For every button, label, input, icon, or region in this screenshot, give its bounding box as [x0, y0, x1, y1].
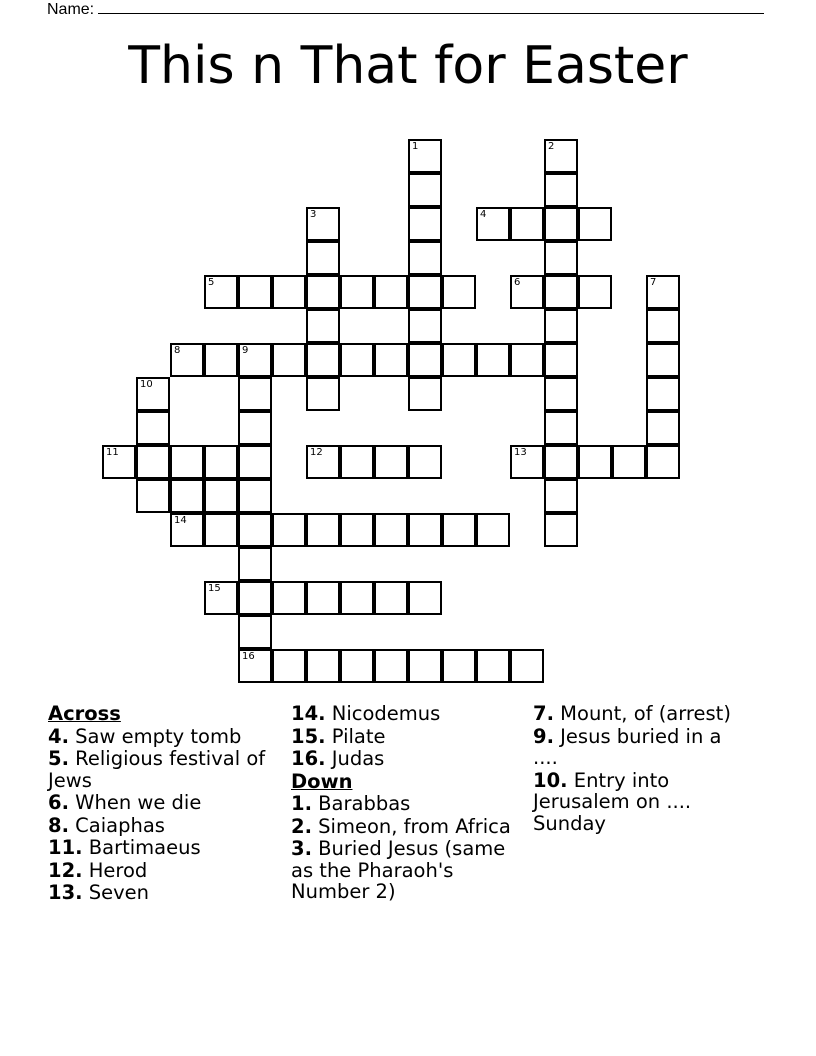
crossword-cell[interactable] [204, 343, 238, 377]
crossword-cell[interactable] [510, 343, 544, 377]
crossword-cell[interactable] [578, 275, 612, 309]
crossword-cell[interactable] [544, 139, 578, 173]
crossword-cell[interactable] [340, 581, 374, 615]
crossword-cell[interactable] [544, 173, 578, 207]
crossword-cell[interactable] [510, 275, 544, 309]
crossword-cell[interactable] [238, 445, 272, 479]
crossword-cell[interactable] [238, 377, 272, 411]
crossword-cell[interactable] [272, 343, 306, 377]
crossword-cell[interactable] [544, 275, 578, 309]
clue-number: 9 [242, 345, 249, 356]
crossword-cell[interactable] [306, 241, 340, 275]
clue-item-number: 9. [533, 724, 554, 748]
clue-number: 6 [514, 277, 521, 288]
clue-item-number: 16. [291, 747, 326, 770]
clue-item-number: 3. [291, 837, 312, 860]
crossword-cell[interactable] [238, 343, 272, 377]
crossword-cell[interactable] [272, 513, 306, 547]
clue-item-text: Bartimaeus [82, 836, 201, 859]
clue-item [291, 816, 531, 838]
clue-item-number: 5. [48, 747, 69, 770]
crossword-cell[interactable] [306, 275, 340, 309]
crossword-cell[interactable] [544, 445, 578, 479]
clue-item-text: Caiaphas [68, 813, 165, 837]
crossword-cell[interactable] [612, 445, 646, 479]
crossword-cell[interactable] [374, 581, 408, 615]
crossword-cell[interactable] [170, 445, 204, 479]
crossword-cell[interactable] [408, 309, 442, 343]
crossword-cell[interactable] [136, 479, 170, 513]
crossword-cell[interactable] [476, 513, 510, 547]
crossword-cell[interactable] [544, 513, 578, 547]
clue-item-text: Barabbas [311, 792, 411, 815]
crossword-cell[interactable] [544, 241, 578, 275]
crossword-cell[interactable] [170, 479, 204, 513]
clue-item [48, 815, 288, 837]
crossword-cell[interactable] [408, 343, 442, 377]
crossword-cell[interactable] [442, 275, 476, 309]
crossword-cell[interactable] [238, 547, 272, 581]
crossword-cell[interactable] [510, 445, 544, 479]
clue-item-text: Buried Jesus (same as the Pharaoh's Number 2) [291, 837, 506, 903]
crossword-cell[interactable] [306, 513, 340, 547]
crossword-cell[interactable] [408, 513, 442, 547]
crossword-cell[interactable] [238, 581, 272, 615]
crossword-cell[interactable] [238, 411, 272, 445]
crossword-cell[interactable] [306, 445, 340, 479]
clue-item-text: Judas [325, 747, 385, 770]
clue-item-text: Entry into Jerusalem on .... Sunday [533, 768, 692, 835]
crossword-cell[interactable] [306, 207, 340, 241]
crossword-cell[interactable] [646, 343, 680, 377]
crossword-cell[interactable] [442, 343, 476, 377]
clue-item [533, 726, 733, 769]
clue-item-number: 4. [48, 724, 69, 748]
crossword-cell[interactable] [442, 513, 476, 547]
clue-number: 11 [106, 447, 119, 458]
crossword-cell[interactable] [204, 445, 238, 479]
clue-item-text: When we die [68, 791, 202, 814]
crossword-cell[interactable] [408, 377, 442, 411]
clues-column-2 [291, 703, 531, 904]
clue-item-text: Herod [82, 858, 148, 882]
crossword-cell[interactable] [374, 513, 408, 547]
clue-item [291, 748, 531, 770]
clue-item-number: 10. [533, 768, 568, 792]
crossword-cell[interactable] [544, 479, 578, 513]
crossword-cell[interactable] [408, 581, 442, 615]
clue-item-text: Mount, of (arrest) [553, 702, 731, 725]
crossword-cell[interactable] [374, 649, 408, 683]
clue-number: 7 [650, 277, 657, 288]
crossword-cell[interactable] [136, 445, 170, 479]
crossword-cell[interactable] [272, 275, 306, 309]
crossword-cell[interactable] [238, 513, 272, 547]
clue-number: 2 [548, 141, 555, 152]
crossword-cell[interactable] [306, 343, 340, 377]
crossword-cell[interactable] [374, 343, 408, 377]
crossword-cell[interactable] [646, 377, 680, 411]
crossword-cell[interactable] [340, 343, 374, 377]
clue-number: 1 [412, 141, 419, 152]
page-title: This n That for Easter [128, 36, 688, 96]
crossword-cell[interactable] [476, 343, 510, 377]
clue-item [48, 726, 288, 748]
crossword-cell[interactable] [408, 445, 442, 479]
crossword-cell[interactable] [272, 581, 306, 615]
clue-item [291, 838, 531, 903]
crossword-cell[interactable] [204, 513, 238, 547]
clue-item [48, 837, 288, 859]
clue-item-text: Nicodemus [325, 702, 441, 725]
crossword-cell[interactable] [204, 479, 238, 513]
clues-column-1 [48, 703, 288, 905]
clue-number: 15 [208, 583, 221, 594]
crossword-cell[interactable] [578, 445, 612, 479]
clue-number: 16 [242, 651, 255, 662]
clue-item-number: 7. [533, 702, 554, 725]
clue-item-number: 11. [48, 836, 83, 859]
crossword-cell[interactable] [408, 207, 442, 241]
across-clue-list-continued [291, 703, 531, 770]
crossword-cell[interactable] [374, 445, 408, 479]
crossword-cell[interactable] [238, 479, 272, 513]
crossword-cell[interactable] [102, 445, 136, 479]
crossword-cell[interactable] [340, 649, 374, 683]
down-heading: Down [291, 769, 353, 793]
crossword-cell[interactable] [646, 275, 680, 309]
clue-item-number: 8. [48, 813, 69, 837]
clue-number: 13 [514, 447, 527, 458]
crossword-cell[interactable] [238, 275, 272, 309]
clue-item-number: 12. [48, 858, 83, 882]
crossword-cell[interactable] [238, 649, 272, 683]
crossword-cell[interactable] [510, 207, 544, 241]
crossword-cell[interactable] [510, 649, 544, 683]
crossword-cell[interactable] [238, 615, 272, 649]
clue-item-number: 14. [291, 702, 326, 725]
crossword-cell[interactable] [340, 275, 374, 309]
clue-item-text: Seven [82, 881, 150, 904]
clue-number: 10 [140, 379, 153, 390]
clue-item [291, 793, 531, 815]
crossword-cell[interactable] [408, 241, 442, 275]
clue-item [291, 726, 531, 748]
crossword-cell[interactable] [170, 513, 204, 547]
clue-item-number: 2. [291, 814, 312, 838]
clue-item [48, 882, 288, 904]
crossword-cell[interactable] [646, 309, 680, 343]
crossword-cell[interactable] [646, 411, 680, 445]
crossword-cell[interactable] [408, 275, 442, 309]
crossword-cell[interactable] [408, 173, 442, 207]
clue-number: 14 [174, 515, 187, 526]
crossword-cell[interactable] [646, 445, 680, 479]
clue-item-number: 13. [48, 881, 83, 904]
clue-number: 8 [174, 345, 181, 356]
clue-item-number: 1. [291, 792, 312, 815]
crossword-cell[interactable] [170, 343, 204, 377]
down-clue-list-continued [533, 703, 733, 834]
crossword-cell[interactable] [408, 649, 442, 683]
clue-item-number: 15. [291, 724, 326, 748]
clue-item [48, 860, 288, 882]
across-heading: Across [48, 702, 121, 725]
clue-item [533, 703, 733, 725]
crossword-cell[interactable] [442, 649, 476, 683]
crossword-cell[interactable] [340, 445, 374, 479]
crossword-cell[interactable] [306, 377, 340, 411]
clue-number: 3 [310, 209, 317, 220]
crossword-cell[interactable] [340, 513, 374, 547]
crossword-cell[interactable] [544, 377, 578, 411]
clue-item-text: Saw empty tomb [68, 724, 242, 748]
crossword-cell[interactable] [306, 649, 340, 683]
clue-item-text: Jesus buried in a .... [533, 724, 722, 769]
clue-item-text: Religious festival of Jews [48, 747, 266, 792]
crossword-cell[interactable] [136, 377, 170, 411]
clues-column-3 [533, 703, 733, 835]
name-label: Name: [47, 1, 95, 18]
crossword-cell[interactable] [544, 309, 578, 343]
crossword-cell[interactable] [272, 649, 306, 683]
crossword-cell[interactable] [204, 275, 238, 309]
crossword-cell[interactable] [306, 581, 340, 615]
clue-item [48, 748, 288, 791]
crossword-cell[interactable] [306, 309, 340, 343]
crossword-cell[interactable] [476, 649, 510, 683]
clue-number: 5 [208, 277, 215, 288]
crossword-cell[interactable] [136, 411, 170, 445]
crossword-cell[interactable] [578, 207, 612, 241]
clue-item-number: 6. [48, 791, 69, 814]
crossword-cell[interactable] [204, 581, 238, 615]
clue-number: 4 [480, 209, 487, 220]
clue-item [48, 792, 288, 814]
across-clue-list [48, 726, 288, 904]
clue-item [533, 770, 733, 835]
clue-item-text: Pilate [325, 724, 386, 748]
crossword-cell[interactable] [476, 207, 510, 241]
clue-item-text: Simeon, from Africa [311, 814, 511, 838]
clue-item [291, 703, 531, 725]
down-clue-list [291, 793, 531, 903]
crossword-cell[interactable] [544, 207, 578, 241]
crossword-cell[interactable] [544, 411, 578, 445]
crossword-cell[interactable] [544, 343, 578, 377]
clue-number: 12 [310, 447, 323, 458]
crossword-cell[interactable] [374, 275, 408, 309]
crossword-cell[interactable] [408, 139, 442, 173]
